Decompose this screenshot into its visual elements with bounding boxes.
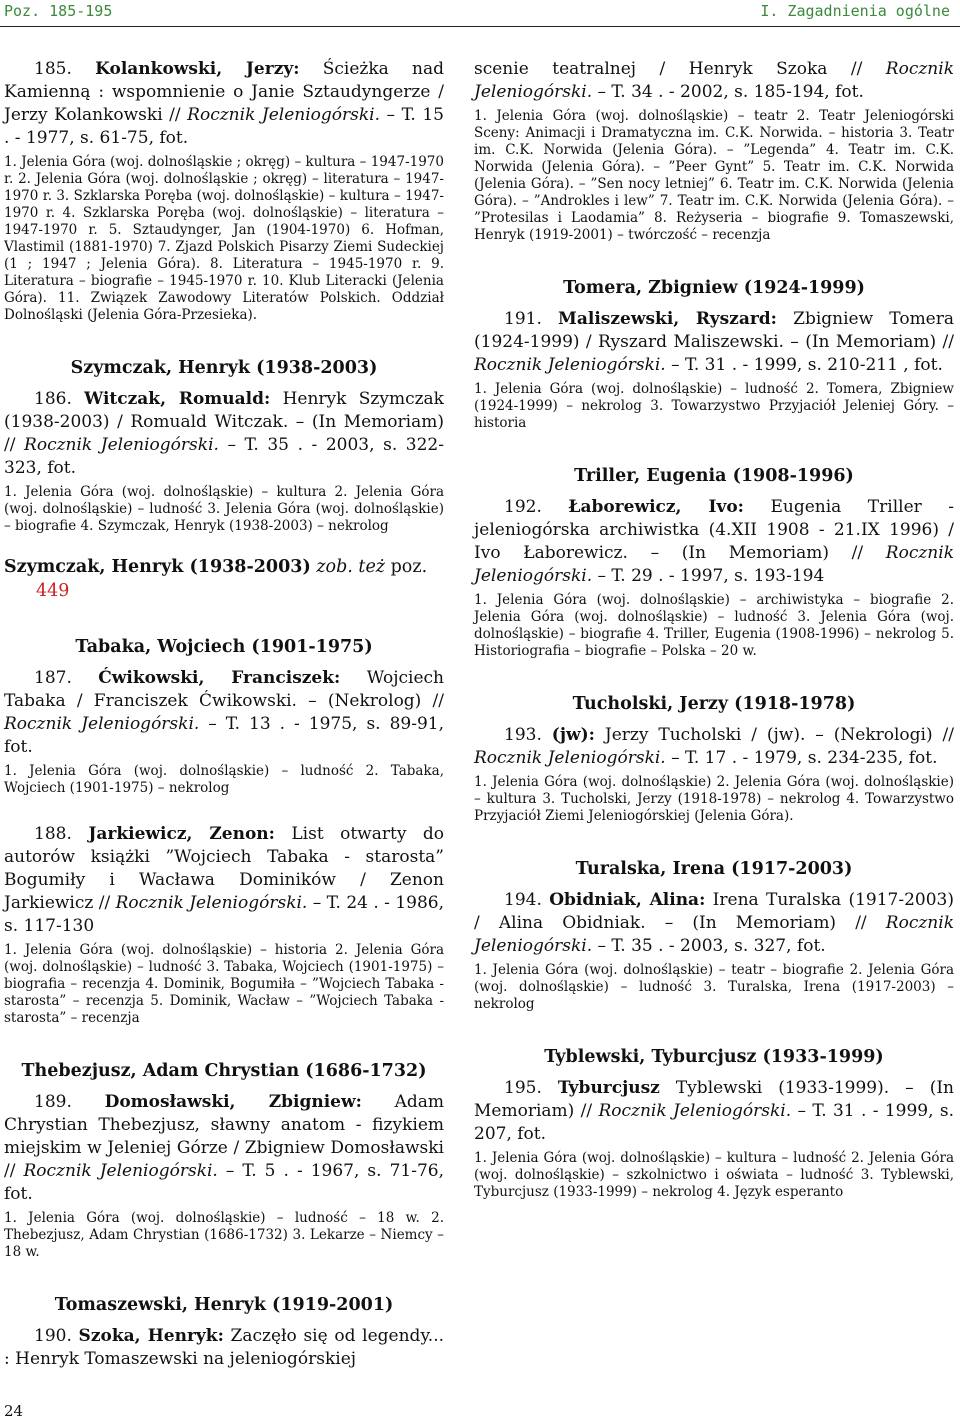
entry-subjects: 1. Jelenia Góra (woj. dolnośląskie) – ludność – 18 w. 2. Thebezjusz, Adam Chrystian (1686-1732) 3. Lekarze – Niemcy – 18 w. <box>4 1210 444 1260</box>
entry-number: 188. <box>34 824 72 844</box>
entry-title: Wojciech Tabaka / Franciszek Ćwikowski. – (Nekrolog) // <box>4 668 445 711</box>
crossref-poz: poz. <box>390 557 428 577</box>
entry-journal: Rocznik Jeleniogórski. <box>474 748 666 768</box>
bibliography-entry <box>4 58 444 324</box>
bibliography-entry <box>474 724 954 825</box>
entry-description <box>474 889 954 958</box>
entry-author: (jw): <box>551 725 595 745</box>
entry-title: Zbigniew Tomera (1924-1999) / Ryszard Maliszewski. – (In Memoriam) // <box>474 309 955 352</box>
entry-subjects: 1. Jelenia Góra (woj. dolnośląskie) – ludność 2. Tabaka, Wojciech (1901-1975) – nekrolog <box>4 763 444 796</box>
entry-description <box>474 58 954 104</box>
entry-details: – T. 34 . - 2002, s. 185-194, fot. <box>592 82 864 102</box>
entry-description <box>474 308 954 377</box>
running-head-left: Poz. 185-195 <box>4 2 113 20</box>
entry-description <box>4 58 444 150</box>
bibliography-entry <box>4 667 444 797</box>
entry-description <box>474 1077 954 1146</box>
entry-subjects: 1. Jelenia Góra (woj. dolnośląskie) 2. Jelenia Góra (woj. dolnośląskie) – kultura 3. Tucholski, Jerzy (1918-1978) – nekrolog 4. Towarzystwo Przyjaciół Ziemi Jeleniogórskiej (Jelenia Góra). <box>474 774 954 824</box>
bibliography-entry <box>474 1077 954 1201</box>
entry-author: Kolankowski, Jerzy: <box>95 59 300 79</box>
entry-number: 186. <box>34 389 72 409</box>
entry-details: – T. 35 . - 2003, s. 327, fot. <box>592 936 826 956</box>
entry-journal: Rocznik Jeleniogórski. <box>187 105 381 125</box>
entry-subjects: 1. Jelenia Góra (woj. dolnośląskie) – teatr – biografie 2. Jelenia Góra (woj. dolnośląskie) – ludność 3. Turalska, Irena (1917-2003) – nekrolog <box>474 962 954 1012</box>
entry-subjects: 1. Jelenia Góra (woj. dolnośląskie) – archiwistyka – biografie 2. Jelenia Góra (woj. dolnośląskie) – ludność 3. Jelenia Góra (woj. dolnośląskie) – biografie 4. Triller, Eugenia (1908-1996) – nekrolog 5. Historiografia – biografie – Polska – 20 w. <box>474 592 954 659</box>
entry-title: Adam Chrystian Thebezjusz, sławny anatom - fizykiem miejskim w Jeleniej Górze / Zbigniew Domosławski // <box>4 1092 445 1181</box>
entry-description <box>4 1091 444 1206</box>
entry-title: Zaczęło się od legendy... : Henryk Tomaszewski na jeleniogórskiej <box>4 1326 444 1369</box>
entry-author: Szoka, Henryk: <box>78 1326 224 1346</box>
entry-description <box>474 496 954 588</box>
section-heading: Tomaszewski, Henryk (1919-2001) <box>54 1295 394 1315</box>
entry-author: Ćwikowski, Franciszek: <box>98 668 341 688</box>
section-heading: Triller, Eugenia (1908-1996) <box>574 466 854 486</box>
running-head-right: I. Zagadnienia ogólne <box>760 2 950 20</box>
entry-journal: Rocznik Jeleniogórski. <box>474 913 954 956</box>
entry-continuation <box>474 58 954 244</box>
entry-journal: Rocznik Jeleniogórski. <box>474 543 954 586</box>
bibliography-entry <box>474 308 954 432</box>
entry-subjects: 1. Jelenia Góra (woj. dolnośląskie ; okręg) – kultura – 1947-1970 r. 2. Jelenia Góra (woj. dolnośląskie ; okręg) – literatura – 1947-1970 r. 3. Szklarska Poręba (woj. dolnośląskie) – kultura – 1947-1970 r. 4. Szklarska Poręba (woj. dolnośląskie) – literatura – 1947-1970 r. 5. Sztaudynger, Jan (1904-1970) 6. Hofman, Vlastimil (1881-1970) 7. Zjazd Polskich Pisarzy Ziemi Sudeckiej (1 ; 1947 ; Jelenia Góra). 8. Literatura – 1945-1970 r. 9. Literatura – biografie – 1945-1970 r. 10. Klub Literacki (Jelenia Góra). 11. Związek Zawodowy Literatów Polskich. Oddział Dolnośląski (Jelenia Góra-Przesieka). <box>4 154 444 323</box>
section-heading: Tabaka, Wojciech (1901-1975) <box>75 637 373 657</box>
section-heading: Tomera, Zbigniew (1924-1999) <box>563 278 865 298</box>
entry-details: – T. 13 . - 1975, s. 89-91, fot. <box>4 714 444 757</box>
entry-subjects: 1. Jelenia Góra (woj. dolnośląskie) – teatr 2. Teatr Jeleniogórski Sceny: Animacji i Dramatyczna im. C.K. Norwida. – historia 3. Teatr im. C.K. Norwida (Jelenia Góra). – ”Legenda” 4. Teatr im. C.K. Norwida (Jelenia Góra). – ”Peer Gynt” 5. Teatr im. C.K. Norwida (Jelenia Góra). – ”Sen nocy letniej” 6. Teatr im. C.K. Norwida (Jelenia Góra). – ”Androkles i lew” 7. Teatr im. C.K. Norwida (Jelenia Góra). – ”Protesilas i Laodamia” 8. Reżyseria – biografie 9. Tomaszewski, Henryk (1919-2001) – twórczość – recenzja <box>474 108 954 243</box>
entry-number: 192. <box>504 497 542 517</box>
entry-number: 194. <box>504 890 542 910</box>
bibliography-entry <box>474 496 954 660</box>
crossref-name: Szymczak, Henryk (1938-2003) <box>4 557 311 577</box>
entry-number: 193. <box>504 725 542 745</box>
entry-number: 187. <box>34 668 72 688</box>
entry-author: Tyburcjusz <box>557 1078 660 1098</box>
cross-reference <box>4 555 444 603</box>
entry-details: – T. 5 . - 1967, s. 71-76, fot. <box>4 1161 445 1204</box>
bibliography-entry <box>4 388 444 535</box>
entry-author: Jarkiewicz, Zenon: <box>88 824 275 844</box>
section-heading: Tucholski, Jerzy (1918-1978) <box>572 694 856 714</box>
entry-details: – T. 17 . - 1979, s. 234-235, fot. <box>665 748 938 768</box>
entry-author: Domosławski, Zbigniew: <box>104 1092 362 1112</box>
page-number: 24 <box>4 1402 24 1420</box>
left-column <box>4 58 444 1371</box>
entry-description <box>4 667 444 759</box>
entry-number: 185. <box>34 59 72 79</box>
entry-journal: Rocznik Jeleniogórski. <box>115 893 308 913</box>
entry-title: List otwarty do autorów książki ”Wojciech Tabaka - starosta” Bogumiły i Wacława Dominików / Zenon Jarkiewicz // <box>4 824 444 913</box>
section-heading: Thebezjusz, Adam Chrystian (1686-1732) <box>21 1061 427 1081</box>
entry-subjects: 1. Jelenia Góra (woj. dolnośląskie) – ludność 2. Tomera, Zbigniew (1924-1999) – nekrolog 3. Towarzystwo Przyjaciół Jeleniej Góry. – historia <box>474 381 954 431</box>
section-heading: Tyblewski, Tyburcjusz (1933-1999) <box>544 1047 884 1067</box>
crossref-see: zob. też <box>316 557 386 577</box>
entry-author: Witczak, Romuald: <box>84 389 271 409</box>
bibliography-entry <box>4 1091 444 1261</box>
running-head <box>0 0 960 27</box>
entry-title: Jerzy Tucholski / (jw). – (Nekrologi) // <box>594 725 954 745</box>
entry-number: 190. <box>34 1326 72 1346</box>
entry-subjects: 1. Jelenia Góra (woj. dolnośląskie) – historia 2. Jelenia Góra (woj. dolnośląskie) – ludność 3. Tabaka, Wojciech (1901-1975) – biografia – recenzja 4. Dominik, Bogumiła – ”Wojciech Tabaka - starosta” – recenzja 5. Dominik, Wacław – ”Wojciech Tabaka - starosta” – recenzja <box>4 942 444 1026</box>
entry-details: – T. 31 . - 1999, s. 207, fot. <box>474 1101 954 1144</box>
entry-description <box>4 388 444 480</box>
entry-title: Henryk Szymczak (1938-2003) / Romuald Witczak. – (In Memoriam) // <box>4 389 444 455</box>
entry-subjects: 1. Jelenia Góra (woj. dolnośląskie) – kultura – ludność 2. Jelenia Góra (woj. dolnośląskie) – szkolnictwo i oświata – ludność 3. Tyblewski, Tyburcjusz (1933-1999) – nekrolog 4. Język esperanto <box>474 1150 954 1200</box>
bibliography-entry <box>4 823 444 1027</box>
bibliography-entry <box>4 1325 444 1371</box>
entry-details: – T. 35 . - 2003, s. 322-323, fot. <box>4 435 444 478</box>
entry-title: scenie teatralnej / Henryk Szoka // <box>474 59 886 79</box>
entry-number: 189. <box>34 1092 72 1112</box>
entry-journal: Rocznik Jeleniogórski. <box>474 355 666 375</box>
section-heading: Szymczak, Henryk (1938-2003) <box>70 358 378 378</box>
entry-subjects: 1. Jelenia Góra (woj. dolnośląskie) – kultura 2. Jelenia Góra (woj. dolnośląskie) – ludność 3. Jelenia Góra (woj. dolnośląskie) – biografie 4. Szymczak, Henryk (1938-2003) – nekrolog <box>4 484 444 534</box>
entry-author: Łaborewicz, Ivo: <box>568 497 744 517</box>
entry-details: – T. 24 . - 1986, s. 117-130 <box>4 893 444 936</box>
entry-description <box>474 724 954 770</box>
entry-details: – T. 29 . - 1997, s. 193-194 <box>592 566 825 586</box>
entry-number: 195. <box>504 1078 542 1098</box>
entry-details: – T. 15 . - 1977, s. 61-75, fot. <box>4 105 444 148</box>
entry-title: Ścieżka nad Kamienną : wspomnienie o Janie Sztaudyngerze / Jerzy Kolankowski // <box>4 59 444 125</box>
entry-title: Tyblewski (1933-1999). – (In Memoriam) // <box>474 1078 954 1121</box>
entry-description <box>4 1325 444 1371</box>
entry-details: – T. 31 . - 1999, s. 210-211 , fot. <box>665 355 943 375</box>
entry-author: Obidniak, Alina: <box>549 890 706 910</box>
entry-number: 191. <box>504 309 542 329</box>
entry-title: Irena Turalska (1917-2003) / Alina Obidniak. – (In Memoriam) // <box>474 890 954 933</box>
crossref-link[interactable]: 449 <box>36 581 70 601</box>
entry-journal: Rocznik Jeleniogórski. <box>23 1161 218 1181</box>
entry-journal: Rocznik Jeleniogórski. <box>598 1101 792 1121</box>
entry-journal: Rocznik Jeleniogórski. <box>24 435 219 455</box>
entry-journal: Rocznik Jeleniogórski. <box>474 59 954 102</box>
entry-description <box>4 823 444 938</box>
section-heading: Turalska, Irena (1917-2003) <box>575 859 853 879</box>
entry-title: Eugenia Triller - jeleniogórska archiwistka (4.XII 1908 - 21.IX 1996) / Ivo Łaborewicz. – (In Memoriam) // <box>474 497 955 563</box>
right-column <box>474 58 954 1201</box>
entry-journal: Rocznik Jeleniogórski. <box>4 714 200 734</box>
entry-author: Maliszewski, Ryszard: <box>558 309 777 329</box>
bibliography-entry <box>474 889 954 1013</box>
